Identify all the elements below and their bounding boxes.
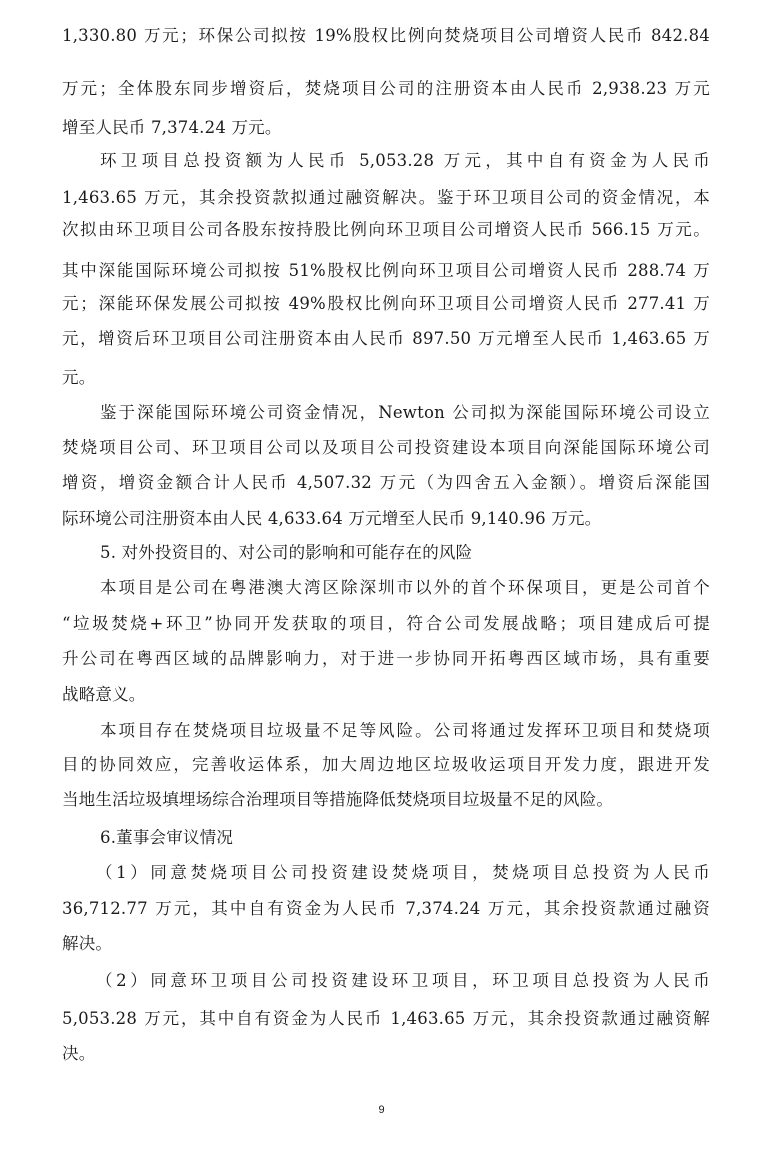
text-line: （2）同意环卫项目公司投资建设环卫项目，环卫项目总投资为人民币: [96, 971, 710, 990]
text-line: 本项目存在焚烧项目垃圾量不足等风险。公司将通过发挥环卫项目和焚烧项: [100, 721, 710, 740]
text-line: 目的协同效应，完善收运体系，加大周边地区垃圾收运项目开发力度，跟进开发: [62, 755, 710, 774]
text-line: 当地生活垃圾填埋场综合治理项目等措施降低焚烧项目垃圾量不足的风险。: [62, 790, 614, 809]
text-line: 解决。: [62, 934, 113, 953]
text-line: 决。: [62, 1044, 96, 1063]
text-line: “垃圾焚烧+环卫”协同开发获取的项目，符合公司发展战略；项目建成后可提: [62, 614, 710, 633]
text-line: 36,712.77 万元，其中自有资金为人民币 7,374.24 万元，其余投资款通过融资: [62, 899, 710, 918]
text-line: 增至人民币 7,374.24 万元。: [62, 118, 282, 137]
text-line: 万元；全体股东同步增资后，焚烧项目公司的注册资本由人民币 2,938.23 万元: [62, 79, 710, 98]
text-line: 其中深能国际环境公司拟按 51%股权比例向环卫项目公司增资人民币 288.74 万: [62, 261, 710, 280]
text-line: 次拟由环卫项目公司各股东按持股比例向环卫项目公司增资人民币 566.15 万元。: [62, 220, 710, 239]
text-line: 本项目是公司在粤港澳大湾区除深圳市以外的首个环保项目，更是公司首个: [100, 578, 710, 597]
text-line: 际环境公司注册资本由人民 4,633.64 万元增至人民币 9,140.96 万元。: [62, 509, 602, 528]
text-line: 元，增资后环卫项目公司注册资本由人民币 897.50 万元增至人民币 1,463.65 万: [62, 329, 710, 348]
text-line: 增资，增资金额合计人民币 4,507.32 万元（为四舍五入金额）。增资后深能国: [62, 473, 710, 492]
text-line: 1,330.80 万元；环保公司拟按 19%股权比例向焚烧项目公司增资人民币 842.84: [62, 26, 710, 45]
page-number: 9: [378, 1104, 385, 1116]
text-line: 元。: [62, 368, 96, 387]
text-line: （1）同意焚烧项目公司投资建设焚烧项目，焚烧项目总投资为人民币: [96, 863, 710, 882]
section-heading: 5. 对外投资目的、对公司的影响和可能存在的风险: [100, 543, 473, 562]
text-line: 战略意义。: [62, 685, 146, 704]
text-line: 1,463.65 万元，其余投资款拟通过融资解决。鉴于环卫项目公司的资金情况，本: [62, 188, 710, 207]
text-line: 5,053.28 万元，其中自有资金为人民币 1,463.65 万元，其余投资款通过融资解: [62, 1009, 710, 1028]
section-heading: 6.董事会审议情况: [100, 828, 234, 847]
text-line: 元；深能环保发展公司拟按 49%股权比例向环卫项目公司增资人民币 277.41 万: [62, 294, 710, 313]
text-line: 焚烧项目公司、环卫项目公司以及项目公司投资建设本项目向深能国际环境公司: [62, 438, 710, 457]
text-line: 环卫项目总投资额为人民币 5,053.28 万元，其中自有资金为人民币: [100, 151, 710, 170]
text-line: 鉴于深能国际环境公司资金情况，Newton 公司拟为深能国际环境公司设立: [100, 403, 710, 422]
text-line: 升公司在粤西区域的品牌影响力，对于进一步协同开拓粤西区域市场，具有重要: [62, 649, 710, 668]
